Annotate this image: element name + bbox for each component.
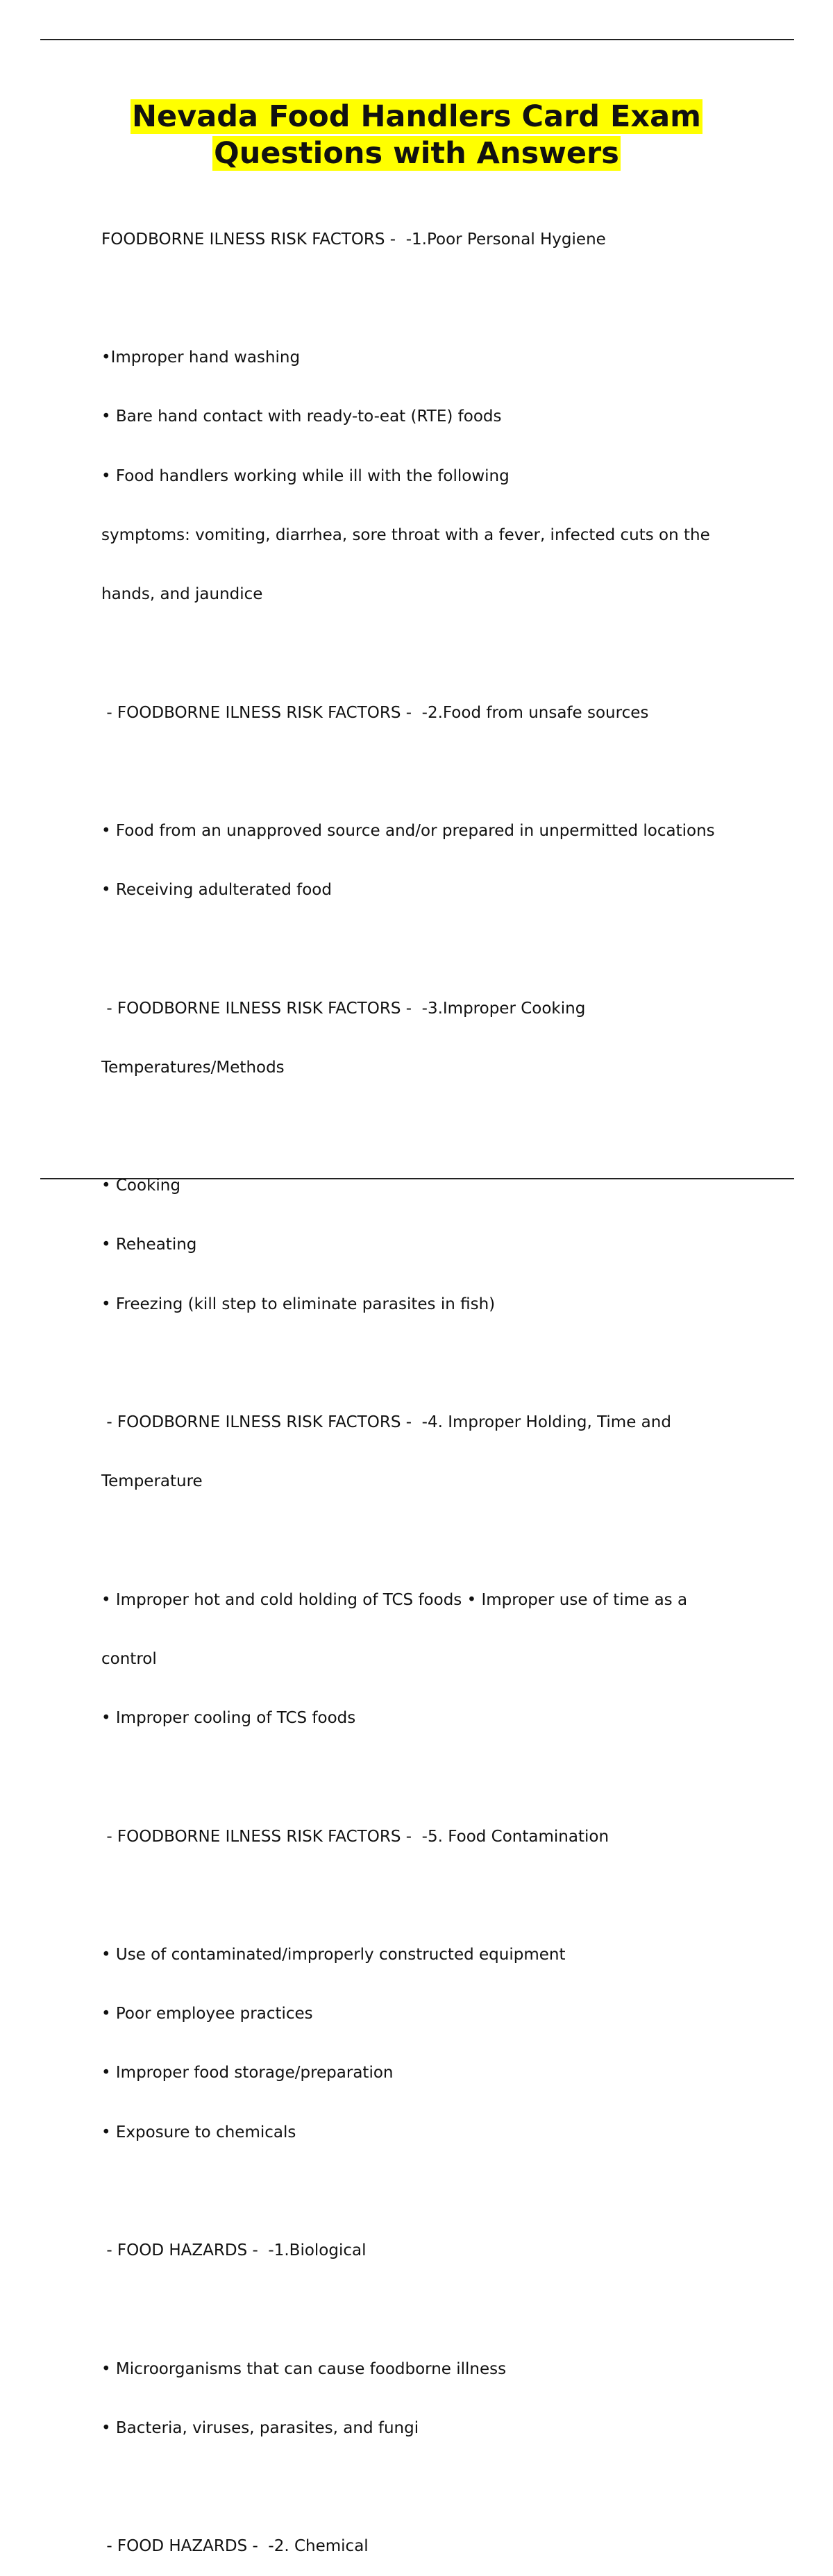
body-line: symptoms: vomiting, diarrhea, sore throat with a fever, infected cuts on the — [101, 525, 710, 544]
body-line: Temperatures/Methods — [101, 1058, 285, 1077]
top-divider — [40, 39, 794, 40]
body-line — [101, 1354, 754, 1373]
body-line: • Food from an unapproved source and/or prepared in unpermitted locations — [101, 821, 715, 840]
body-line: - FOODBORNE ILNESS RISK FACTORS - -4. Improper Holding, Time and — [101, 1413, 671, 1432]
body-line — [101, 1767, 754, 1787]
body-line — [101, 1117, 754, 1136]
body-line: • Bacteria, viruses, parasites, and fungi — [101, 2418, 419, 2437]
body-line: • Cooking — [101, 1177, 180, 1195]
body-line — [101, 2477, 754, 2497]
body-line: • Receiving adulterated food — [101, 881, 332, 900]
title-line-1: Nevada Food Handlers Card Exam — [132, 99, 701, 134]
body-line: FOODBORNE ILNESS RISK FACTORS - -1.Poor Personal Hygiene — [101, 230, 606, 249]
body-line: • Microorganisms that can cause foodborne illness — [101, 2359, 507, 2378]
body-line: • Reheating — [101, 1236, 197, 1254]
body-line — [101, 289, 754, 308]
body-line — [101, 2300, 754, 2319]
body-line: • Improper cooling of TCS foods — [101, 1709, 356, 1728]
bottom-divider — [40, 1178, 794, 1179]
body-line: • Use of contaminated/improperly constructed equipment — [101, 1946, 566, 1964]
body-line: • Exposure to chemicals — [101, 2123, 296, 2141]
document-title — [0, 99, 833, 172]
body-line: - FOOD HAZARDS - -2. Chemical — [101, 2537, 369, 2556]
body-line — [101, 939, 754, 959]
body-line: • Food handlers working while ill with the following — [101, 466, 510, 485]
body-line: • Freezing (kill step to eliminate parasites in fish) — [101, 1295, 496, 1313]
body-line — [101, 1886, 754, 1905]
body-line: • Improper hot and cold holding of TCS foods • Improper use of time as a — [101, 1590, 688, 1609]
body-line — [101, 762, 754, 782]
body-line: control — [101, 1649, 157, 1668]
body-line: •Improper hand washing — [101, 348, 301, 367]
document-body — [101, 190, 754, 2576]
title-line-2: Questions with Answers — [214, 136, 619, 171]
body-line: • Improper food storage/preparation — [101, 2064, 394, 2082]
body-line: - FOOD HAZARDS - -1.Biological — [101, 2241, 367, 2260]
body-line: - FOODBORNE ILNESS RISK FACTORS - -5. Food Contamination — [101, 1827, 609, 1846]
body-line — [101, 2182, 754, 2201]
body-line: - FOODBORNE ILNESS RISK FACTORS - -2.Food from unsafe sources — [101, 703, 649, 722]
body-line — [101, 643, 754, 663]
body-line: hands, and jaundice — [101, 585, 263, 604]
body-line: Temperature — [101, 1472, 203, 1491]
body-line — [101, 1531, 754, 1551]
body-line: • Poor employee practices — [101, 2005, 313, 2023]
body-line: • Bare hand contact with ready-to-eat (RTE) foods — [101, 407, 502, 426]
body-line: - FOODBORNE ILNESS RISK FACTORS - -3.Improper Cooking — [101, 999, 586, 1018]
